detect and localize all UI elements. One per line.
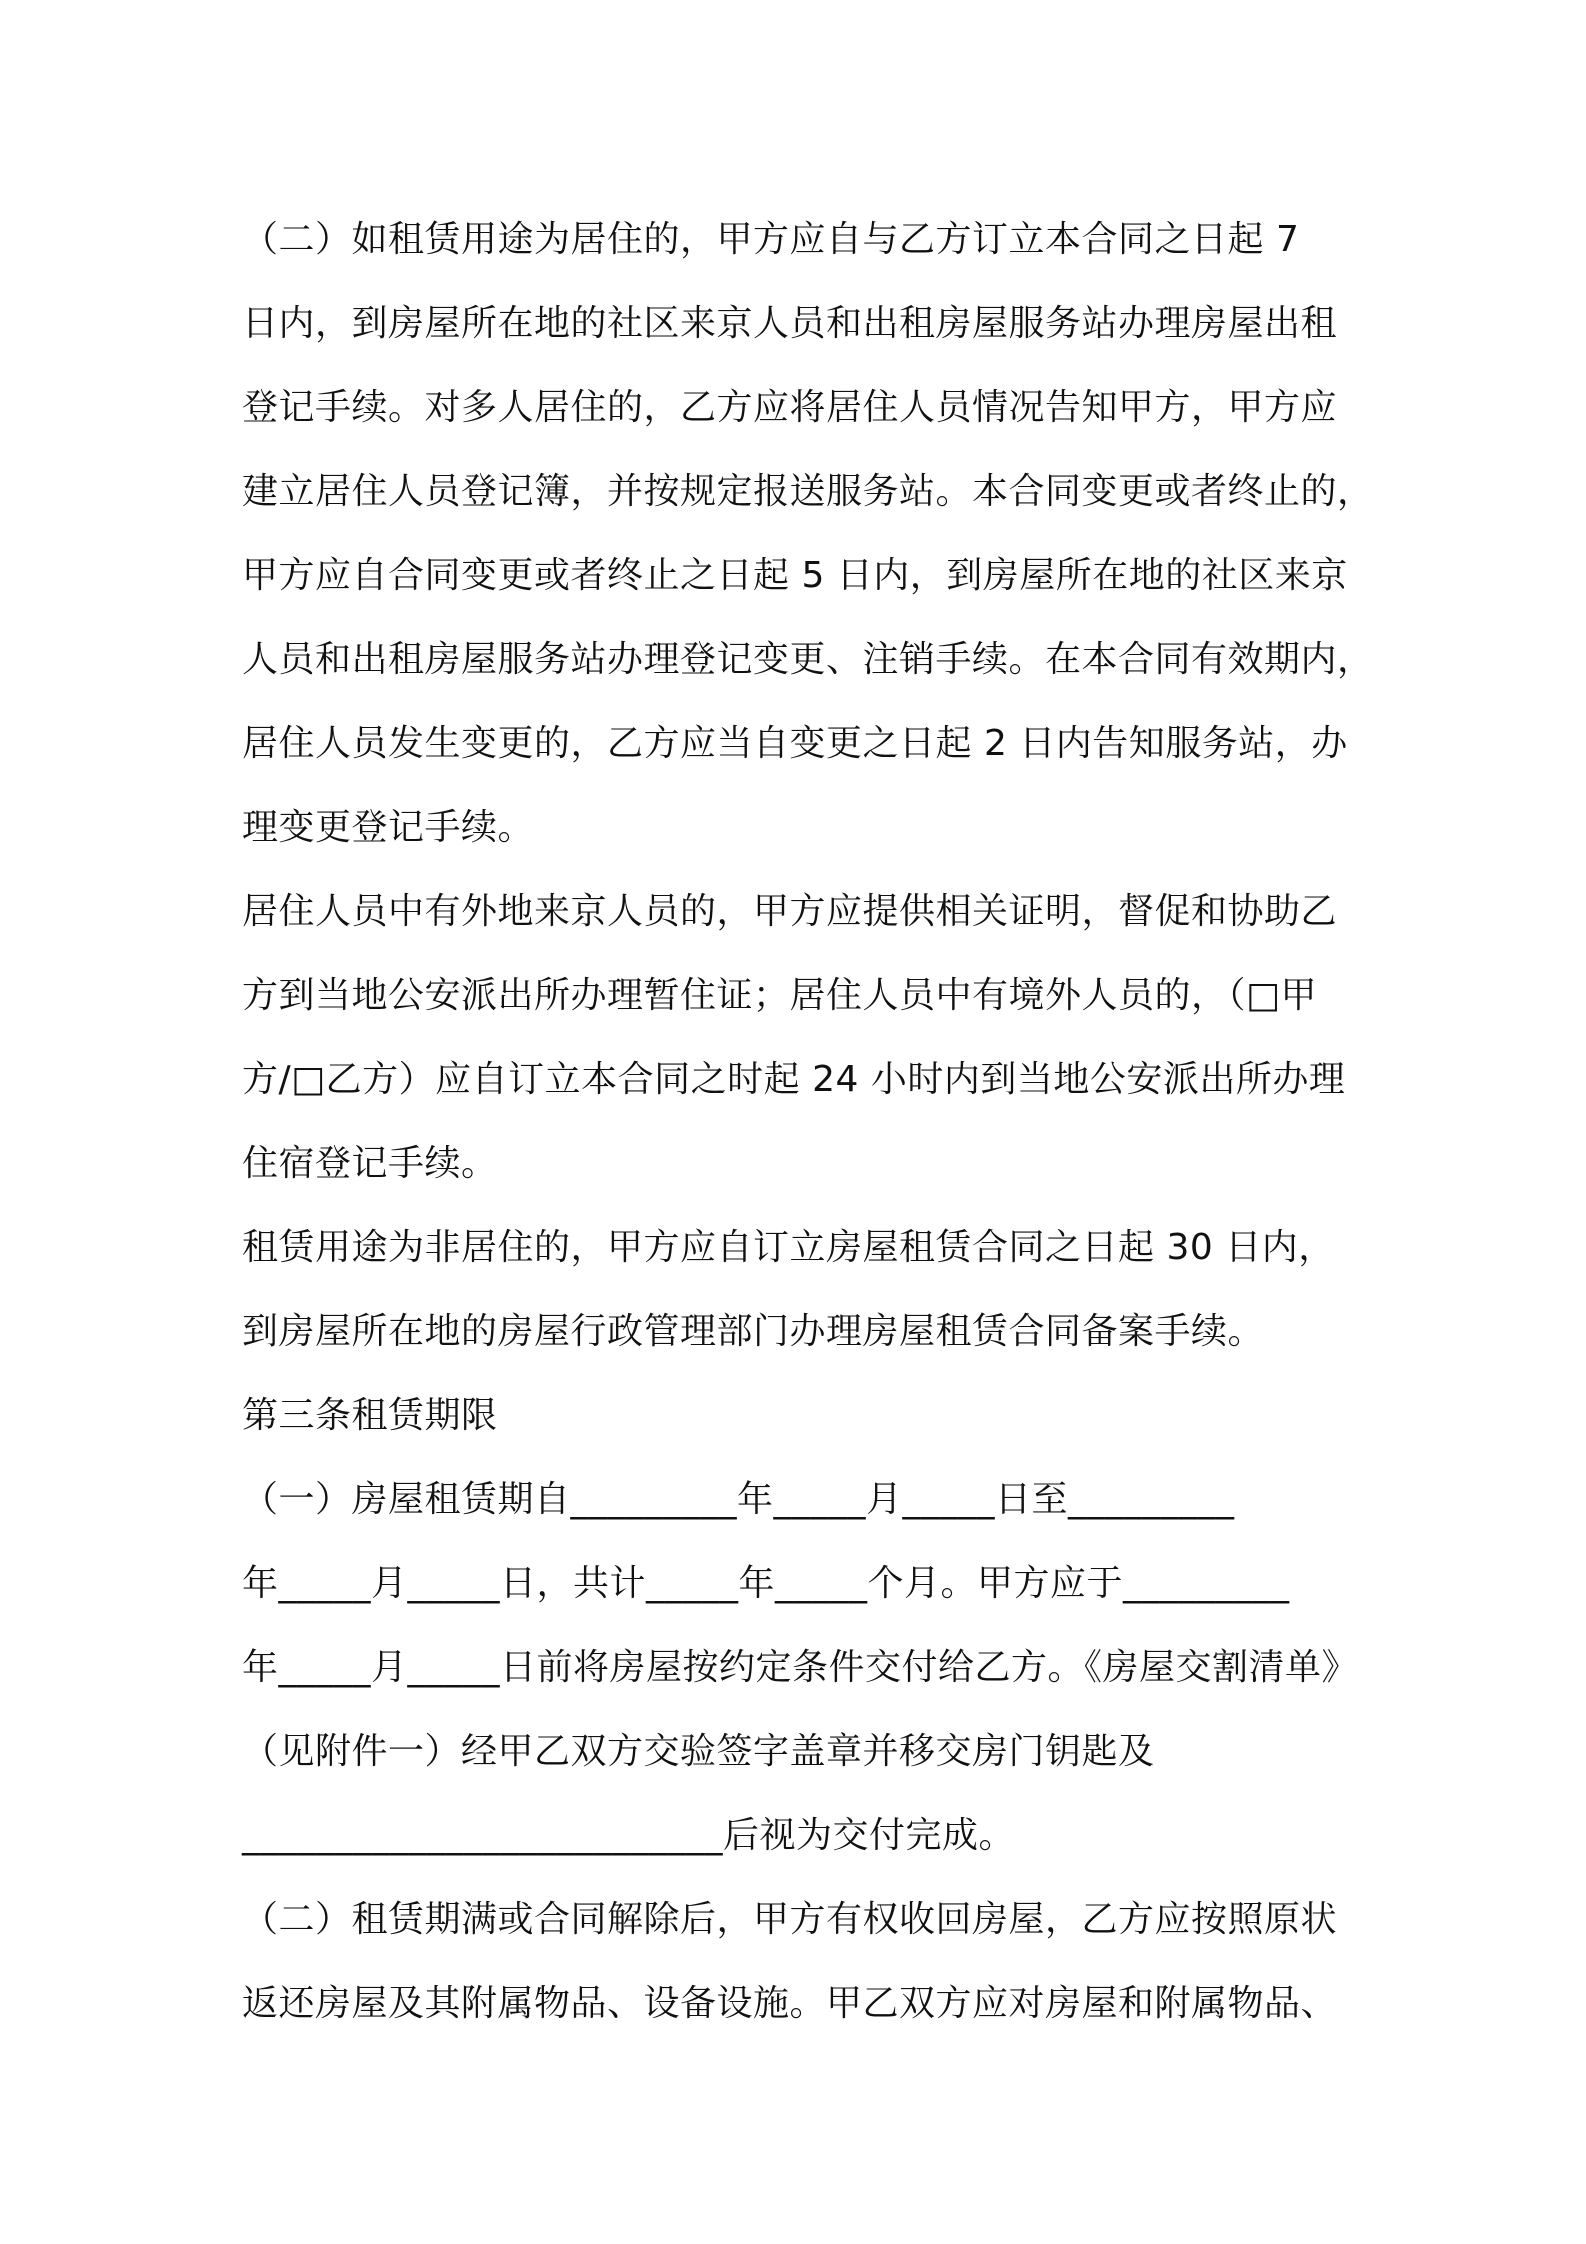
text-line: （一）房屋租赁期自_________年_____月_____日至_________ bbox=[242, 1479, 1235, 1520]
text-line: （二）租赁期满或合同解除后，甲方有权收回房屋，乙方应按照原状 bbox=[242, 1899, 1338, 1940]
text-line: 住宿登记手续。 bbox=[242, 1143, 498, 1184]
text-line: 返还房屋及其附属物品、设备设施。甲乙双方应对房屋和附属物品、 bbox=[242, 1983, 1338, 2024]
document-page bbox=[242, 198, 1374, 2046]
text-line: 甲方应自合同变更或者终止之日起 5 日内，到房屋所在地的社区来京 bbox=[242, 555, 1348, 596]
text-line: 理变更登记手续。 bbox=[242, 807, 535, 848]
text-line: 居住人员发生变更的，乙方应当自变更之日起 2 日内告知服务站，办 bbox=[242, 723, 1348, 764]
text-line: （见附件一）经甲乙双方交验签字盖章并移交房门钥匙及 bbox=[242, 1731, 1155, 1772]
text-line: 日内，到房屋所在地的社区来京人员和出租房屋服务站办理房屋出租 bbox=[242, 303, 1338, 344]
text-line: 租赁用途为非居住的，甲方应自订立房屋租赁合同之日起 30 日内， bbox=[242, 1227, 1335, 1268]
text-line: 登记手续。对多人居住的，乙方应将居住人员情况告知甲方，甲方应 bbox=[242, 387, 1338, 428]
text-line: （二）如租赁用途为居住的，甲方应自与乙方订立本合同之日起 7 bbox=[242, 219, 1300, 260]
text-line: 年_____月_____日，共计_____年_____个月。甲方应于_________ bbox=[242, 1563, 1290, 1604]
text-line: 人员和出租房屋服务站办理登记变更、注销手续。在本合同有效期内， bbox=[242, 639, 1374, 680]
text-line: 年_____月_____日前将房屋按约定条件交付给乙方。《房屋交割清单》 bbox=[242, 1647, 1359, 1688]
text-line: __________________________后视为交付完成。 bbox=[242, 1815, 1016, 1856]
text-line: 居住人员中有外地来京人员的，甲方应提供相关证明，督促和协助乙 bbox=[242, 891, 1338, 932]
text-line: 方到当地公安派出所办理暂住证；居住人员中有境外人员的，（□甲 bbox=[242, 975, 1318, 1016]
text-line: 建立居住人员登记簿，并按规定报送服务站。本合同变更或者终止的， bbox=[242, 471, 1374, 512]
text-line: 到房屋所在地的房屋行政管理部门办理房屋租赁合同备案手续。 bbox=[242, 1311, 1265, 1352]
text-line: 方/□乙方）应自订立本合同之时起 24 小时内到当地公安派出所办理 bbox=[242, 1059, 1346, 1100]
section-heading: 第三条租赁期限 bbox=[242, 1395, 498, 1436]
